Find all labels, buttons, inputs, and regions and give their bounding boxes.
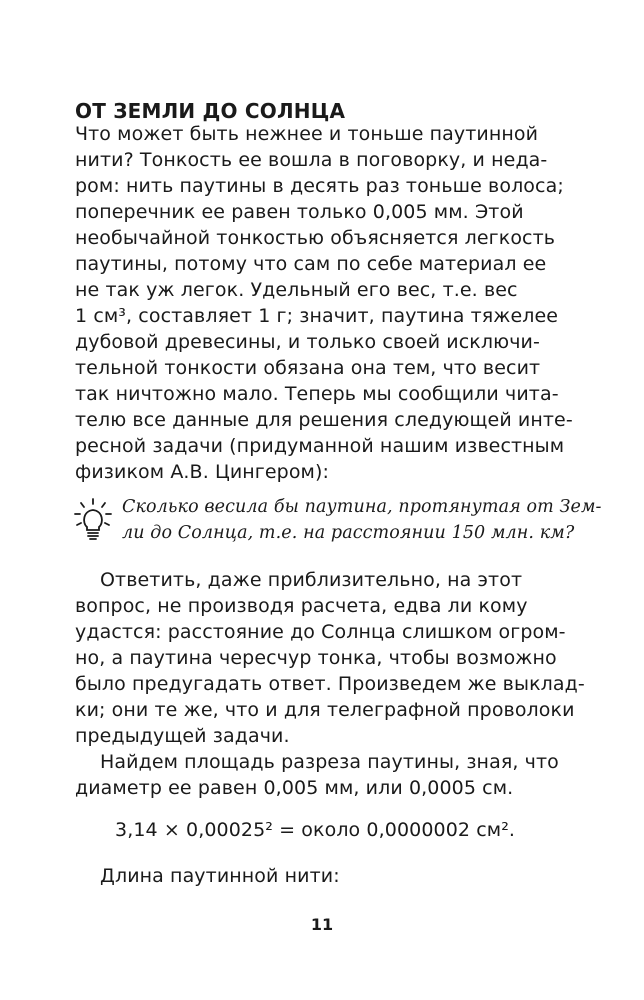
lightbulb-icon	[73, 497, 113, 541]
text-line: диаметр ее равен 0,005 мм, или 0,0005 см.	[75, 777, 514, 799]
text-line: Что может быть нежнее и тоньше паутинной	[75, 123, 539, 145]
section-title: ОТ ЗЕМЛИ ДО СОЛНЦА	[75, 99, 346, 123]
text-line: удастся: расстояние до Солнца слишком огром-	[75, 621, 566, 643]
text-line: но, а паутина чересчур тонка, чтобы возможно	[75, 647, 557, 669]
question-line: ли до Солнца, т.е. на расстоянии 150 млн. км?	[122, 523, 575, 543]
text-line: ки; они те же, что и для телеграфной проволоки	[75, 699, 575, 721]
question-line: Сколько весила бы паутина, протянутая от Зем-	[122, 497, 602, 517]
text-line: паутины, потому что сам по себе материал ее	[75, 253, 547, 275]
text-line: вопрос, не производя расчета, едва ли кому	[75, 595, 528, 617]
text-line: ресной задачи (придуманной нашим известным	[75, 435, 565, 457]
text-line: телю все данные для решения следующей инте-	[75, 409, 573, 431]
text-line: 1 см³, составляет 1 г; значит, паутина тяжелее	[75, 305, 559, 327]
text-line: физиком А.В. Цингером):	[75, 461, 329, 483]
text-line: предыдущей задачи.	[75, 725, 290, 747]
text-line: тельной тонкости обязана она тем, что весит	[75, 357, 541, 379]
text-line: Длина паутинной нити:	[100, 865, 340, 887]
text-line: было предугадать ответ. Произведем же выклад-	[75, 673, 585, 695]
text-line: дубовой древесины, и только своей исключи-	[75, 331, 540, 353]
text-line: Найдем площадь разреза паутины, зная, что	[100, 751, 559, 773]
text-line: необычайной тонкостью объясняется легкость	[75, 227, 556, 249]
formula: 3,14 × 0,00025² = около 0,0000002 см².	[115, 819, 516, 841]
text-line: Ответить, даже приблизительно, на этот	[100, 569, 523, 591]
page-number: 11	[310, 915, 334, 934]
text-line: поперечник ее равен только 0,005 мм. Этой	[75, 201, 524, 223]
text-line: нити? Тонкость ее вошла в поговорку, и неда-	[75, 149, 548, 171]
text-line: не так уж легок. Удельный его вес, т.е. вес	[75, 279, 518, 301]
text-line: ром: нить паутины в десять раз тоньше волоса;	[75, 175, 564, 197]
text-line: так ничтожно мало. Теперь мы сообщили чита-	[75, 383, 559, 405]
